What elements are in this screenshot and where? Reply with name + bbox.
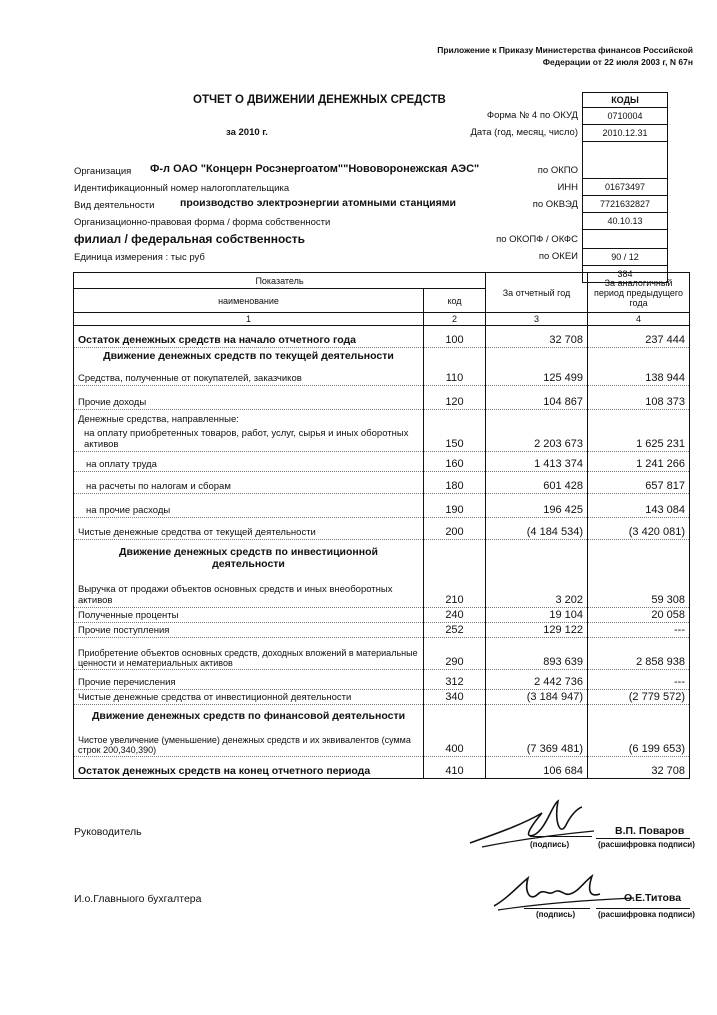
table-row: Приобретение объектов основных средств, доходных вложений в материальные ценности и нематериальных активов 290 893 639 2 858 938 bbox=[74, 638, 690, 670]
activity-label: Вид деятельности bbox=[74, 200, 155, 211]
section-heading: Движение денежных средств по текущей деятельности bbox=[74, 348, 690, 364]
okopf-label: по ОКОПФ / ОКФС bbox=[496, 234, 578, 245]
activity-value: производство электроэнергии атомными станциями bbox=[180, 197, 456, 209]
okpo-value: 01673497 bbox=[583, 179, 668, 196]
org-label: Организация bbox=[74, 166, 132, 177]
table-row: Средства, полученные от покупателей, заказчиков 110 125 499 138 944 bbox=[74, 364, 690, 386]
date-label: Дата (год, месяц, число) bbox=[470, 127, 578, 138]
accountant-decode-hint: (расшифровка подписи) bbox=[598, 910, 695, 919]
head-label: Руководитель bbox=[74, 826, 142, 838]
table-row: Чистое увеличение (уменьшение) денежных средств и их эквивалентов (сумма строк 200,340,390) 400 (7 369 481) (6 199 653) bbox=[74, 727, 690, 757]
table-row: Прочие поступления 252 129 122 --- bbox=[74, 623, 690, 638]
head-decode-hint: (расшифровка подписи) bbox=[598, 840, 695, 849]
org-value: Ф-л ОАО "Концерн Росэнергоатом""Нововоронежская АЭС" bbox=[150, 163, 480, 175]
table-row: Остаток денежных средств на начало отчетного года 100 32 708 237 444 bbox=[74, 326, 690, 348]
table-row: Прочие доходы 120 104 867 108 373 bbox=[74, 386, 690, 410]
unit-label: Единица измерения : тыс руб bbox=[74, 252, 205, 263]
col-num-3: 3 bbox=[486, 313, 588, 326]
okud-value: 0710004 bbox=[583, 108, 668, 125]
section-heading: Движение денежных средств по финансовой деятельности bbox=[74, 705, 690, 727]
table-row: Денежные средства, направленные: bbox=[74, 410, 690, 426]
col-num-4: 4 bbox=[588, 313, 690, 326]
page-title: ОТЧЕТ О ДВИЖЕНИИ ДЕНЕЖНЫХ СРЕДСТВ bbox=[193, 94, 446, 106]
table-row: Выручка от продажи объектов основных средств и иных внеоборотных активов 210 3 202 59 308 bbox=[74, 576, 690, 608]
accountant-name: О.Е.Титова bbox=[624, 892, 682, 904]
codes-header: КОДЫ bbox=[583, 93, 668, 108]
header-current: За отчетный год bbox=[486, 273, 588, 313]
header-indicator: Показатель bbox=[74, 273, 486, 289]
cashflow-table bbox=[73, 272, 690, 779]
okved-value: 40.10.13 bbox=[583, 213, 668, 230]
accountant-sign-hint: (подпись) bbox=[536, 910, 576, 919]
accountant-label: И.о.Главныого бухгалтера bbox=[74, 893, 202, 905]
inn-label: ИНН bbox=[557, 182, 578, 193]
table-row: на прочие расходы 190 196 425 143 084 bbox=[74, 494, 690, 518]
table-row: Прочие перечисления 312 2 442 736 --- bbox=[74, 670, 690, 690]
okopf-value: 90 / 12 bbox=[583, 249, 668, 266]
report-period: за 2010 г. bbox=[226, 127, 268, 138]
table-row: Полученные проценты 240 19 104 20 058 bbox=[74, 608, 690, 623]
okpo-label: по ОКПО bbox=[537, 165, 578, 176]
head-sign-hint: (подпись) bbox=[530, 840, 570, 849]
inn-value: 7721632827 bbox=[583, 196, 668, 213]
legal-form-label: Организационно-правовая форма / форма собственности bbox=[74, 217, 331, 228]
appendix-line-1: Приложение к Приказу Министерства финансов Российской bbox=[437, 45, 693, 55]
section-heading: Движение денежных средств по инвестиционной деятельности bbox=[74, 540, 690, 576]
okei-value: 384 bbox=[583, 266, 668, 283]
col-num-1: 1 bbox=[74, 313, 424, 326]
appendix-line-2: Федерации от 22 июля 2003 г, N 67н bbox=[542, 57, 693, 67]
inn-full-label: Идентификационный номер налогоплательщика bbox=[74, 183, 290, 194]
table-row: Чистые денежные средства от инвестиционной деятельности 340 (3 184 947) (2 779 572) bbox=[74, 690, 690, 705]
table-row: на оплату труда 160 1 413 374 1 241 266 bbox=[74, 452, 690, 472]
header-code: код bbox=[424, 289, 486, 313]
col-num-2: 2 bbox=[424, 313, 486, 326]
codes-box bbox=[582, 92, 668, 283]
table-row: на расчеты по налогам и сборам 180 601 428 657 817 bbox=[74, 472, 690, 494]
header-name: наименование bbox=[74, 289, 424, 313]
table-row: Остаток денежных средств на конец отчетного периода 410 106 684 32 708 bbox=[74, 757, 690, 779]
table-row: на оплату приобретенных товаров, работ, услуг, сырья и иных оборотных активов 150 2 203 673 1 625 231 bbox=[74, 426, 690, 452]
header-prev: За аналогичный период предыдущего года bbox=[588, 273, 690, 313]
head-name: В.П. Поваров bbox=[615, 825, 685, 837]
okei-label: по ОКЕИ bbox=[538, 251, 578, 262]
okud-label: Форма № 4 по ОКУД bbox=[486, 110, 578, 121]
table-row: Чистые денежные средства от текущей деятельности 200 (4 184 534) (3 420 081) bbox=[74, 518, 690, 540]
legal-form-value: филиал / федеральная собственность bbox=[74, 232, 306, 246]
date-value: 2010.12.31 bbox=[583, 125, 668, 142]
okved-label: по ОКВЭД bbox=[532, 199, 578, 210]
